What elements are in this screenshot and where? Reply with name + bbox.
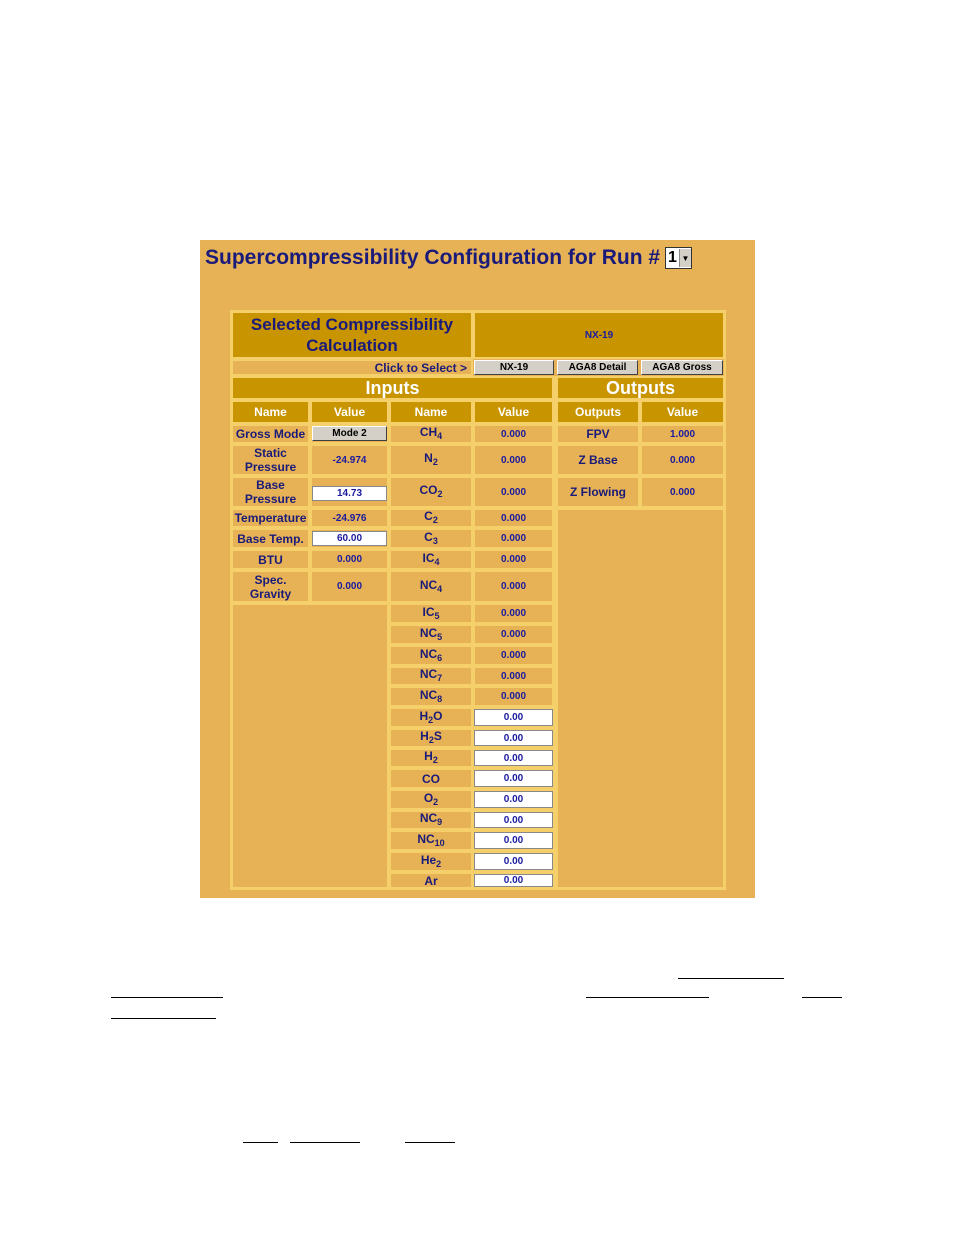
component-formula: $He_2$	[420, 852, 442, 869]
doc-link-underline	[405, 1142, 455, 1143]
temperature-value: -24.976	[310, 508, 389, 528]
click-to-select-label: Click to Select >	[231, 359, 473, 376]
component-formula: $H_2$	[424, 749, 438, 765]
component-formula: $NC_5$	[419, 625, 443, 642]
component-name	[389, 686, 473, 707]
component-value-cell	[473, 508, 554, 528]
component-formula: $IC_4$	[422, 550, 440, 567]
component-formula: $CH_4$	[419, 425, 443, 441]
component-formula: $IC_5$	[422, 604, 440, 621]
inputs-value-header: Value	[310, 400, 389, 424]
component-value-input[interactable]: 0.00	[474, 812, 553, 828]
component-formula: $N_2$	[424, 451, 438, 467]
selected-calc-value: NX-19	[473, 311, 725, 359]
component-value-cell	[473, 444, 554, 476]
component-value: 0.000	[500, 512, 527, 524]
component-name	[389, 789, 473, 810]
static-pressure-label: Static Pressure	[231, 444, 310, 476]
component-name	[389, 476, 473, 508]
component-value-cell	[473, 528, 554, 549]
outputs-section-header: Outputs	[554, 376, 725, 400]
component-value: 0.000	[500, 554, 527, 565]
component-value: 0.000	[500, 533, 527, 544]
outputs-empty-area	[554, 508, 725, 889]
component-name	[389, 851, 473, 872]
component-formula: CO	[422, 771, 440, 786]
nx19-button[interactable]: NX-19	[474, 360, 554, 375]
outputs-name-header: Outputs	[554, 400, 640, 424]
doc-link-underline	[111, 1018, 216, 1019]
component-value: 0.000	[500, 454, 527, 466]
z-base-value: 0.000	[640, 444, 725, 476]
aga8-gross-button[interactable]: AGA8 Gross	[641, 360, 723, 375]
components-name-header: Name	[389, 400, 473, 424]
component-value-cell	[473, 570, 554, 603]
component-value: 0.000	[500, 691, 527, 702]
base-pressure-input[interactable]: 14.73	[312, 486, 387, 501]
aga8-detail-button[interactable]: AGA8 Detail	[557, 360, 638, 375]
component-name	[389, 508, 473, 528]
component-value-cell	[473, 624, 554, 645]
temperature-label: Temperature	[231, 508, 310, 528]
component-value-cell	[473, 603, 554, 624]
component-value: 0.000	[500, 428, 527, 440]
z-base-label: Z Base	[554, 444, 640, 476]
component-name	[389, 728, 473, 748]
doc-link-underline	[586, 997, 709, 998]
gross-mode-label: Gross Mode	[231, 424, 310, 444]
component-name	[389, 748, 473, 768]
doc-link-underline	[290, 1142, 360, 1143]
component-value-cell	[473, 666, 554, 686]
inputs-empty-area	[231, 603, 389, 889]
selected-calc-heading: Selected Compressibility Calculation	[231, 311, 473, 359]
doc-link-underline	[243, 1142, 278, 1143]
gross-mode-button[interactable]: Mode 2	[312, 426, 387, 441]
component-value: 0.000	[500, 486, 527, 498]
inputs-name-header: Name	[231, 400, 310, 424]
config-panel	[200, 240, 755, 898]
component-value: 0.000	[500, 581, 527, 592]
base-temp-label: Base Temp.	[231, 528, 310, 549]
component-name	[389, 810, 473, 830]
component-name	[389, 872, 473, 889]
z-flowing-value: 0.000	[640, 476, 725, 508]
base-temp-input[interactable]: 60.00	[312, 531, 387, 546]
component-name	[389, 549, 473, 570]
component-formula: $C_3$	[424, 529, 438, 546]
component-value-input[interactable]: 0.00	[474, 874, 553, 887]
inputs-section-header: Inputs	[231, 376, 554, 400]
component-value: 0.000	[500, 670, 527, 682]
component-name	[389, 424, 473, 444]
base-pressure-label: Base Pressure	[231, 476, 310, 508]
spec-gravity-value: 0.000	[310, 570, 389, 603]
component-formula: $H_2O$	[419, 708, 443, 725]
component-name	[389, 528, 473, 549]
z-flowing-label: Z Flowing	[554, 476, 640, 508]
fpv-value: 1.000	[640, 424, 725, 444]
component-name	[389, 570, 473, 603]
page-title	[205, 246, 692, 270]
component-value-input[interactable]: 0.00	[474, 791, 553, 808]
component-name	[389, 444, 473, 476]
component-name	[389, 768, 473, 789]
component-value-input[interactable]: 0.00	[474, 709, 553, 726]
doc-link-underline	[111, 997, 223, 998]
component-value: 0.000	[500, 650, 527, 661]
component-value-cell	[473, 686, 554, 707]
component-value-cell	[473, 645, 554, 666]
component-value-cell	[473, 549, 554, 570]
component-name	[389, 645, 473, 666]
component-value-input[interactable]: 0.00	[474, 750, 553, 766]
component-value-input[interactable]: 0.00	[474, 730, 553, 746]
run-number-select[interactable]	[665, 247, 692, 269]
component-formula: $NC_4$	[419, 577, 443, 594]
component-value-input[interactable]: 0.00	[474, 770, 553, 787]
component-formula: Ar	[424, 873, 438, 888]
component-formula: $NC_{10}$	[417, 831, 445, 848]
doc-link-underline	[802, 997, 842, 998]
component-name	[389, 707, 473, 728]
run-number-value: 1	[668, 249, 677, 266]
component-value: 0.000	[500, 608, 527, 619]
dropdown-arrow-icon[interactable]: ▼	[679, 249, 691, 267]
component-value: 0.000	[500, 629, 527, 640]
component-value-input[interactable]: 0.00	[474, 832, 553, 849]
component-formula: $H_2S$	[420, 729, 442, 745]
component-formula: $NC_7$	[419, 667, 443, 683]
spec-gravity-label: Spec. Gravity	[231, 570, 310, 603]
component-formula: $C_2$	[424, 509, 438, 525]
component-name	[389, 603, 473, 624]
component-name	[389, 666, 473, 686]
component-formula: $NC_6$	[419, 646, 443, 663]
component-formula: $CO_2$	[419, 483, 443, 499]
component-formula: $NC_9$	[419, 811, 443, 827]
component-name	[389, 624, 473, 645]
btu-label: BTU	[231, 549, 310, 570]
component-value-cell	[473, 424, 554, 444]
components-value-header: Value	[473, 400, 554, 424]
component-name	[389, 830, 473, 851]
page-title-text: Supercompressibility Configuration for Run #	[205, 246, 661, 269]
fpv-label: FPV	[554, 424, 640, 444]
outputs-value-header: Value	[640, 400, 725, 424]
component-value-cell	[473, 476, 554, 508]
btu-value: 0.000	[310, 549, 389, 570]
component-formula: $NC_8$	[419, 687, 443, 704]
component-formula: $O_2$	[423, 790, 439, 807]
doc-link-underline	[678, 978, 784, 979]
component-value-input[interactable]: 0.00	[474, 853, 553, 870]
static-pressure-value: -24.974	[310, 444, 389, 476]
